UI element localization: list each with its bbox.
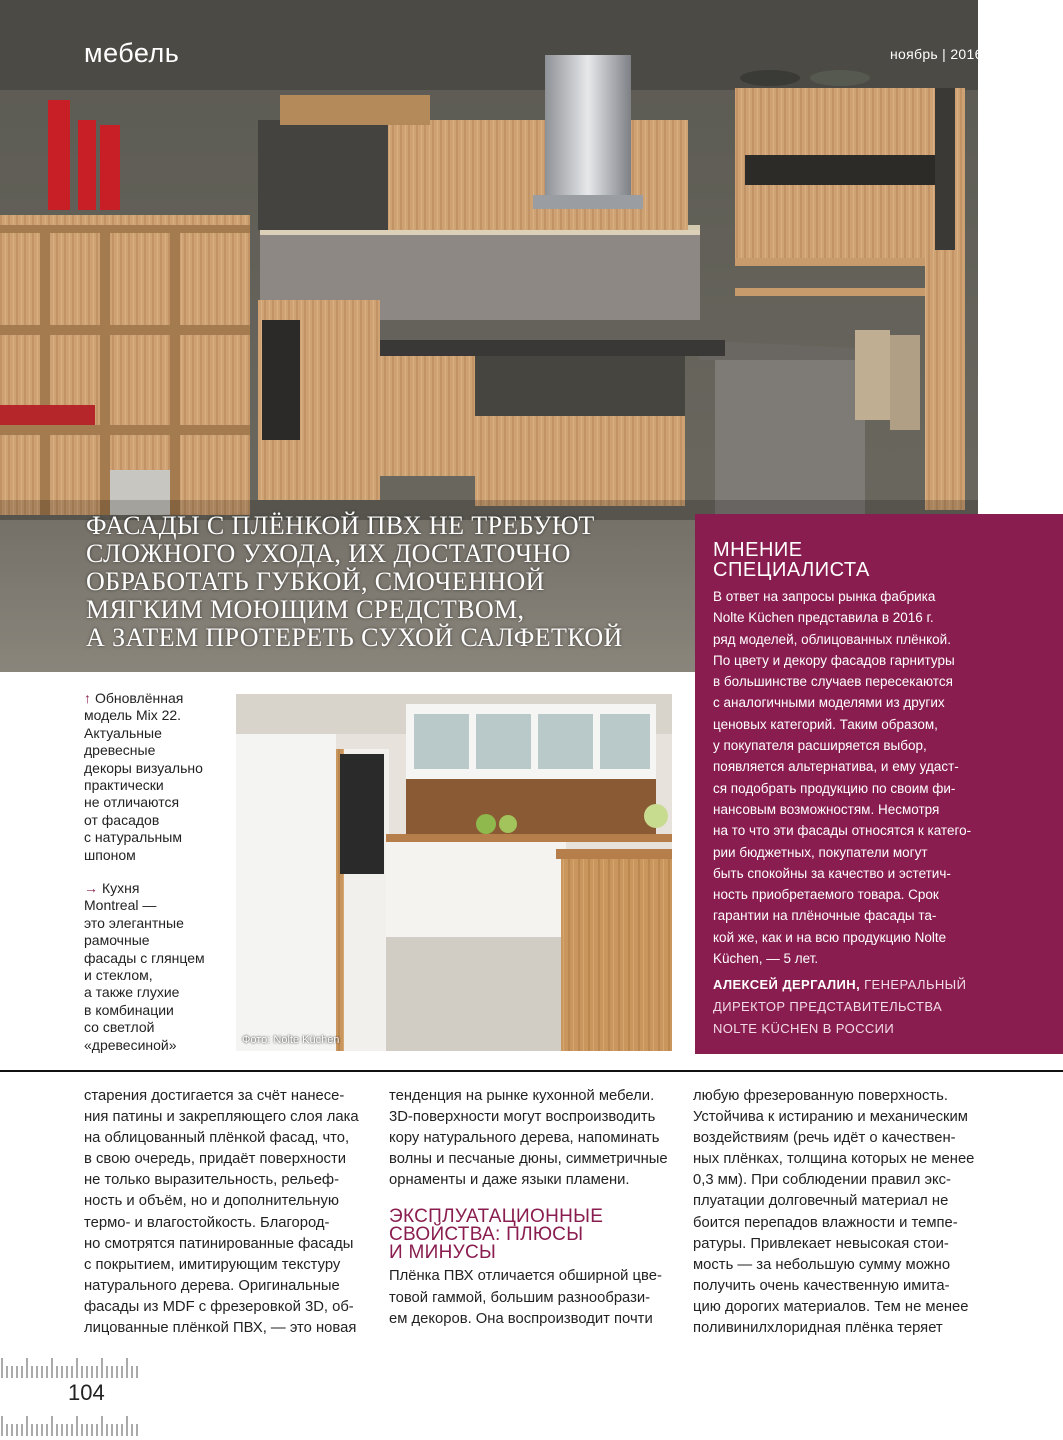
pullquote-line: МЯГКИМ МОЮЩИМ СРЕДСТВОМ, [86,595,525,624]
expert-author-role: ГЕНЕРАЛЬНЫЙ [860,977,967,992]
body-line: старения достигается за счёт нанесе- [84,1088,345,1104]
body-line: фасады из MDF с фрезеровкой 3D, об- [84,1298,354,1315]
body-line: натурального дерева. Оригинальные [84,1277,340,1294]
section-divider [0,1070,1063,1072]
expert-text-line: на то что эти фасады относятся к катего- [713,823,972,839]
article-column-3 [693,1086,977,1339]
body-line: лицованные плёнкой ПВХ, — это новая [84,1320,357,1337]
expert-text-line: ценовых категорий. Таким образом, [713,716,938,732]
caption-line: а также глухие [84,984,180,1001]
body-line: Устойчива к истиранию и механическим [693,1109,968,1126]
caption-montreal [84,880,234,1054]
caption-line: со светлой [84,1019,155,1036]
caption-line: не отличаются [84,794,180,811]
expert-author-role: NOLTE KÜCHEN В РОССИИ [713,1021,895,1036]
arrow-right-icon: → [84,880,98,896]
expert-text-line: В ответ на запросы рынка фабрика [713,589,936,604]
caption-line: в комбинации [84,1001,174,1018]
caption-line: Актуальные [84,724,162,741]
subhead-line: И МИНУСЫ [389,1242,497,1264]
expert-opinion-box [695,514,1063,1054]
body-line: ния патины и закрепляющего слоя лака [84,1109,359,1126]
body-line: но смотрятся патинированные фасады [84,1235,354,1252]
expert-text-line: ряд моделей, облицованных плёнкой. [713,631,951,647]
expert-text-line: ся подобрать продукцию по своим фи- [713,780,956,796]
small-photo-illustration [236,694,672,1051]
article-column-2 [389,1086,673,1330]
caption-line: модель Mix 22. [84,707,182,724]
body-line: ем декоров. Она воспроизводит почти [389,1310,653,1327]
expert-text-line: в большинстве случаев пересекаются [713,674,953,690]
expert-text-line: нансовым возможностям. Несмотря [713,801,940,817]
body-line: ность и объём, но и дополнительную [84,1193,339,1210]
subhead-line: СВОЙСТВА: ПЛЮСЫ [389,1224,584,1246]
section-label: мебель [84,38,180,68]
caption-line: с натуральным [84,829,182,846]
caption-line: шпоном [84,846,136,863]
caption-line: древесные [84,742,156,759]
expert-text-line: кой же, как и на всю продукцию Nolte [713,929,947,945]
pullquote-line: А ЗАТЕМ ПРОТЕРЕТЬ СУХОЙ САЛФЕТКОЙ [86,623,623,652]
body-line: 3D-поверхности могут воспроизводить [389,1109,656,1126]
body-line: цию дорогих материалов. Тем не менее [693,1298,969,1315]
expert-text-line: у покупателя расширяется выбор, [713,738,927,754]
body-line: любую фрезерованную поверхность. [693,1088,949,1104]
body-line: ных плёнках, толщина которых не менее [693,1151,975,1168]
caption-line: «древесиной» [84,1036,177,1053]
body-line: поливинилхлоридная плёнка теряет [693,1320,943,1337]
expert-heading-line: МНЕНИЕ [713,539,803,561]
expert-heading-line: СПЕЦИАЛИСТА [713,559,870,581]
body-line: боится перепадов влажности и темпе- [693,1214,958,1231]
expert-author-name: АЛЕКСЕЙ ДЕРГАЛИН, [713,977,861,992]
body-line: получить очень качественную имита- [693,1277,950,1294]
body-line: не только выразительность, рельеф- [84,1172,340,1189]
page-number: 104 [68,1380,105,1405]
caption-line: фасады с глянцем [84,949,205,966]
arrow-up-icon: ↑ [84,690,91,706]
caption-mix22 [84,690,234,864]
body-line: в свою очередь, придаёт поверхности [84,1151,347,1168]
expert-text-line: с аналогичными моделями из других [713,695,945,711]
small-photo-credit: Фото: Nolte Küchen [242,1034,340,1046]
caption-line: Кухня [102,880,140,896]
body-line: 0,3 мм). При соблюдении правил экс- [693,1172,951,1189]
article-column-1 [84,1086,368,1339]
expert-text-line: быть спокойны за качество и эстетич- [713,865,951,881]
body-line: Плёнка ПВХ отличается обширной цве- [389,1268,662,1285]
expert-text-line: рии бюджетных, покупатели могут [713,844,928,860]
body-line: орнаменты и даже языки пламени. [389,1172,630,1189]
section-subheading [389,1208,673,1262]
expert-text-line: появляется альтернатива, и ему удаст- [713,759,959,775]
body-line: товой гаммой, большим разнообрази- [389,1289,651,1306]
body-line: мость — за небольшую сумму можно [693,1256,951,1273]
caption-line: декоры визуально [84,759,203,776]
expert-text-line: По цвету и декору фасадов гарнитуры [713,652,955,668]
caption-line: и стеклом, [84,967,153,984]
pullquote [86,512,686,652]
caption-line: Montreal — [84,897,157,914]
expert-text-line: Nolte Küchen представила в 2016 г. [713,610,934,626]
body-line: волны и песчаные дюны, симметричные [389,1151,668,1168]
body-line: плуатации долговечный материал не [693,1193,949,1210]
caption-line: Обновлённая [95,690,184,706]
body-line: на облицованный плёнкой фасад, что, [84,1130,350,1147]
caption-line: рамочные [84,932,150,949]
issue-date: ноябрь | 2016 [890,46,983,62]
expert-text-line: Küchen, — 5 лет. [713,951,819,967]
caption-line: от фасадов [84,811,160,828]
expert-text-line: гарантии на плёночные фасады та- [713,908,937,924]
expert-author-role: ДИРЕКТОР ПРЕДСТАВИТЕЛЬСТВА [713,999,943,1014]
expert-heading [713,540,870,580]
pullquote-line: СЛОЖНОГО УХОДА, ИХ ДОСТАТОЧНО [86,539,571,568]
pullquote-line: ФАСАДЫ С ПЛЁНКОЙ ПВХ НЕ ТРЕБУЮТ [86,511,595,540]
montreal-kitchen-photo [236,694,672,1051]
page-ruler-bottom [0,1414,140,1436]
pullquote-line: ОБРАБОТАТЬ ГУБКОЙ, СМОЧЕННОЙ [86,567,545,596]
caption-line: практически [84,777,164,794]
expert-text [713,586,1051,969]
body-line: кору натурального дерева, напоминать [389,1130,660,1147]
body-line: с покрытием, имитирующим текстуру [84,1256,341,1273]
expert-text-line: ность приобретаемого товара. Срок [713,887,939,903]
caption-line: это элегантные [84,914,184,931]
page-ruler-top [0,1356,140,1378]
body-line: ратуры. Привлекает невысокая стои- [693,1235,949,1252]
expert-author [713,974,1053,1040]
body-line: тенденция на рынке кухонной мебели. [389,1088,655,1104]
subhead-line: ЭКСПЛУАТАЦИОННЫЕ [389,1206,604,1228]
body-line: воздействиям (речь идёт о качествен- [693,1130,956,1147]
body-line: термо- и влагостойкость. Благород- [84,1214,330,1231]
